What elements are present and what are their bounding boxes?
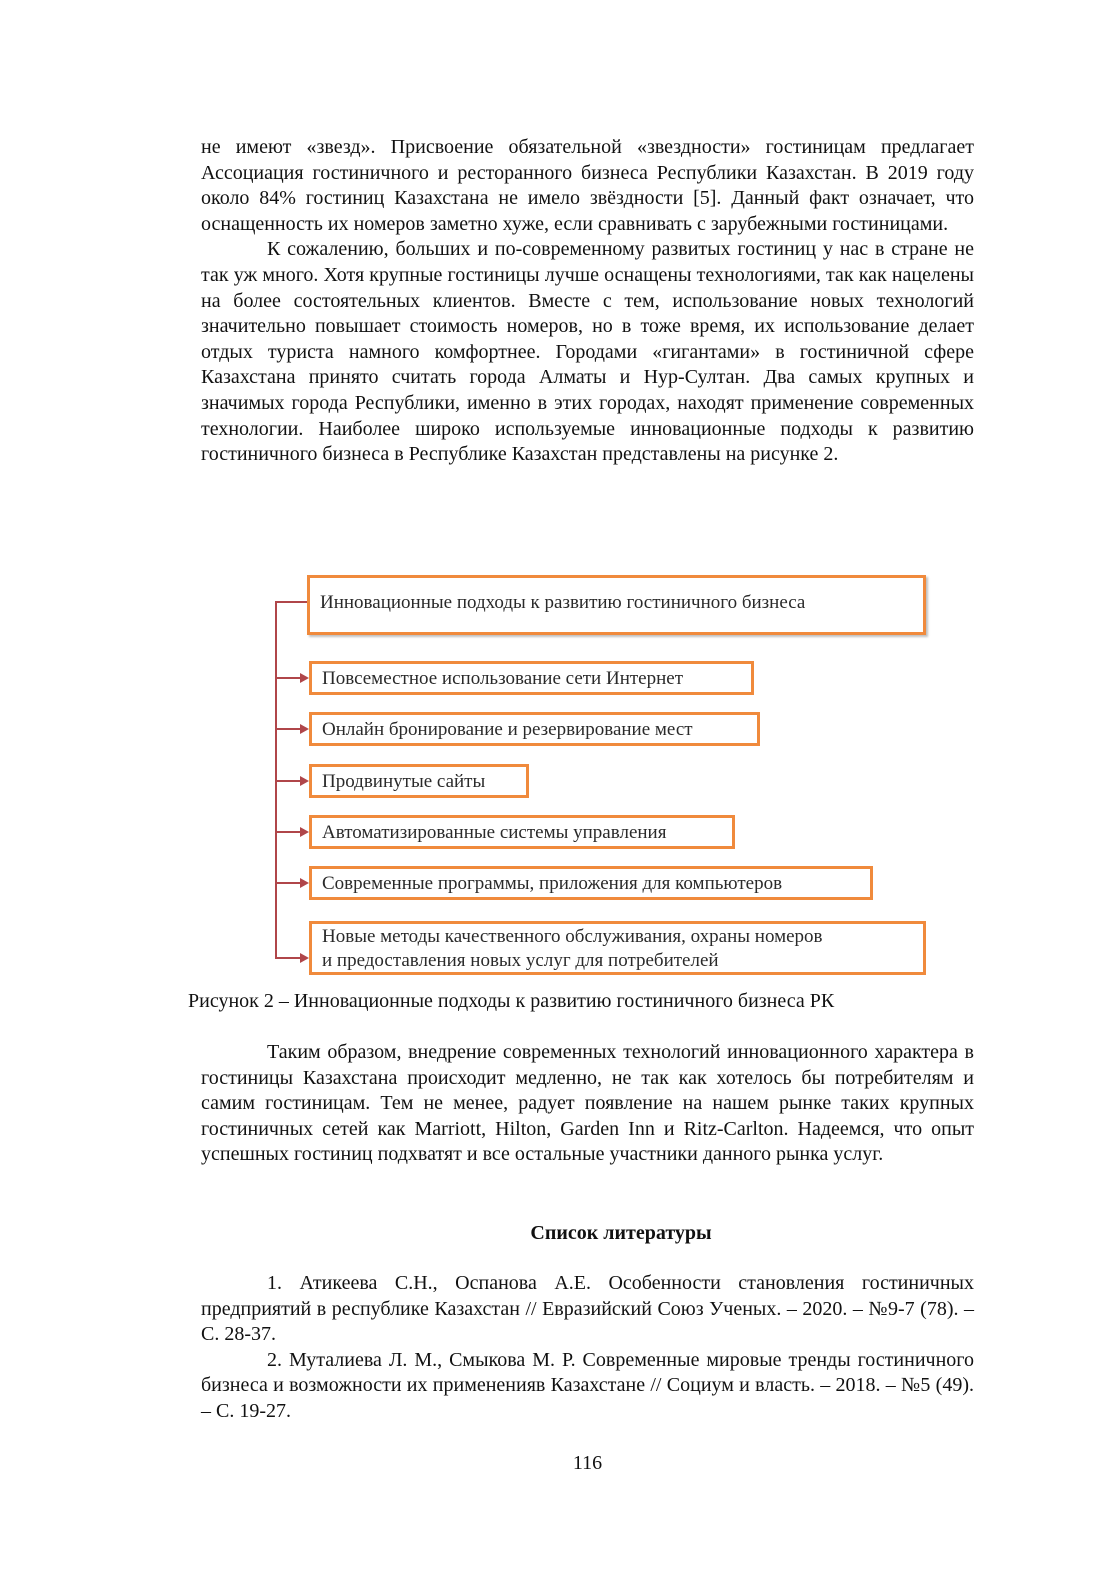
figure-root-label: Инновационные подходы к развитию гостиничного бизнеса <box>320 592 806 613</box>
figure-root-box <box>307 575 926 635</box>
arrow-right-icon <box>300 953 309 963</box>
figure-item-box-2 <box>309 712 760 746</box>
reference-item-2: 2. Муталиева Л. М., Смыкова М. Р. Современные мировые тренды гостиничного бизнеса и возможности их примененияв Казахстане // Социум и власть. – 2018. – №5 (49). – С. 19-27. <box>201 1348 974 1422</box>
figure-item-label-1: Повсеместное использование сети Интернет <box>322 668 684 689</box>
figure-item-box-3 <box>309 764 529 798</box>
figure-caption: Рисунок 2 – Инновационные подходы к развитию гостиничного бизнеса РК <box>188 990 835 1012</box>
figure-item-box-5 <box>309 866 873 900</box>
arrow-right-icon <box>300 827 309 837</box>
figure-connector-root <box>275 601 308 603</box>
reference-item-1: 1. Атикеева С.Н., Оспанова А.Е. Особенности становления гостиничных предприятий в республике Казахстан // Евразийский Союз Ученых. – 2020. – №9-7 (78). – С. 28-37. <box>201 1272 974 1346</box>
figure-item-label-2: Онлайн бронирование и резервирование мест <box>322 719 693 740</box>
body-text-top <box>201 135 974 468</box>
figure-item-label-6b: и предоставления новых услуг для потребителей <box>322 950 719 971</box>
figure-connector-1 <box>275 677 303 679</box>
figure-item-box-6 <box>309 921 926 975</box>
paragraph-continued: не имеют «звезд». Присвоение обязательной «звездности» гостиницам предлагает Ассоциация гостиничного и ресторанного бизнеса Республики Казахстан. В 2019 году около 84% гостиниц Казахстана не имело звёздности [5]. Данный факт означает, что оснащенность их номеров заметно хуже, если сравнивать с зарубежными гостиницами. <box>201 136 974 235</box>
figure-connector-5 <box>275 882 303 884</box>
body-text-conclusion <box>201 1040 974 1168</box>
arrow-right-icon <box>300 724 309 734</box>
references-heading: Список литературы <box>530 1222 712 1244</box>
figure-item-label-4: Автоматизированные системы управления <box>322 822 667 843</box>
paragraph-large-hotels: К сожалению, больших и по-современному развитых гостиниц у нас в стране не так уж много. Хотя крупные гостиницы лучше оснащены технологиями, так как нацелены на более состоятельных клиентов. Вместе с тем, использование новых технологий значительно повышает стоимость номеров, но в тоже время, их использование делает отдых туриста намного комфортнее. Городами «гигантами» в гостиничной сфере Казахстана принято считать города Алматы и Нур-Султан. Два самых крупных и значимых города Республики, именно в этих городах, находят применение современных технологии. Наиболее широко используемые инновационные подходы к развитию гостиничного бизнеса в Республике Казахстан представлены на рисунке 2. <box>201 238 974 466</box>
figure-connector-3 <box>275 780 303 782</box>
page-number: 116 <box>572 1452 603 1474</box>
figure-connector-2 <box>275 728 303 730</box>
arrow-right-icon <box>300 776 309 786</box>
arrow-right-icon <box>300 878 309 888</box>
figure-connector-6 <box>275 957 303 959</box>
arrow-right-icon <box>300 673 309 683</box>
figure-item-label-3: Продвинутые сайты <box>322 771 486 792</box>
figure-item-label-5: Современные программы, приложения для компьютеров <box>322 873 783 894</box>
figure-connector-4 <box>275 831 303 833</box>
figure-item-label-6a: Новые методы качественного обслуживания, охраны номеров <box>322 926 823 947</box>
figure-item-box-1 <box>309 661 754 695</box>
references-list <box>201 1271 974 1425</box>
paragraph-conclusion: Таким образом, внедрение современных технологий инновационного характера в гостиницы Казахстана происходит медленно, не так как хотелось бы потребителям и самим гостиницам. Тем не менее, радует появление на нашем рынке таких крупных гостиничных сетей как Marriott, Hilton, Garden Inn и Ritz-Carlton. Надеемся, что опыт успешных гостиниц подхватят и все остальные участники данного рынка услуг. <box>201 1041 974 1166</box>
figure-innovative-approaches <box>268 572 933 982</box>
figure-item-box-4 <box>309 815 735 849</box>
